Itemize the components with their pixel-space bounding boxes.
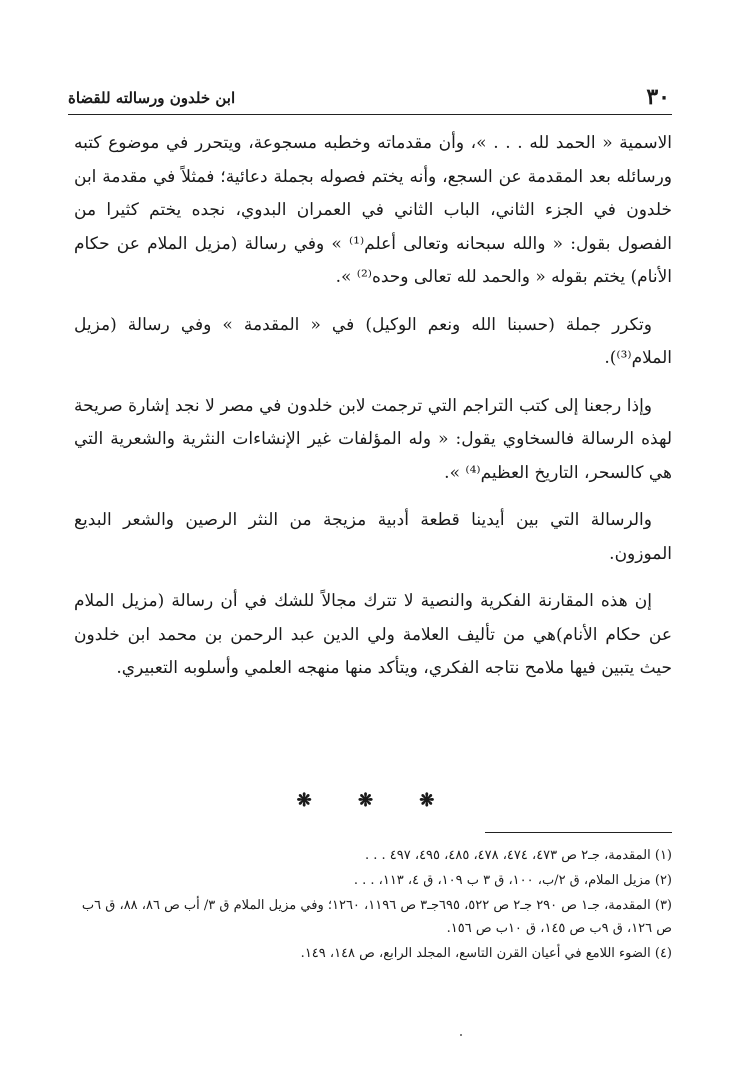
paragraph-5: إن هذه المقارنة الفكرية والنصية لا تترك مجالاً للشك في أن رسالة (مزيل الملام عن حكام الأنام)هي من تأليف العلامة ولي الدين عبد الرحمن بن محمد ابن خلدون حيث يتبين فيها ملامح نتاجه الفكري، ويتأكد منها منهجه العلمي وأسلوبه التعبيري. [74,591,672,678]
print-speck [460,1034,462,1036]
footnote-1: (١) المقدمة، جـ٢ ص ٤٧٣، ٤٧٤، ٤٧٨، ٤٨٥، ٤٩٥، ٤٩٧ . . . [365,848,672,863]
page-header [68,80,672,115]
footnote-4: (٤) الضوء اللامع في أعيان القرن التاسع، المجلد الرابع، ص ١٤٨، ١٤٩. [300,946,672,961]
running-title: ابن خلدون ورسالته للقضاة [68,89,236,107]
section-separator: ❋ ❋ ❋ [296,790,455,811]
footnote-3: (٣) المقدمة، جـ١ ص ٢٩٠ جـ٢ ص ٥٢٢، ٦٩٥جـ٣ ص ١١٩٦، ١٢٦٠؛ وفي مزيل الملام ق ٣/ أب ص ٨٦، ٨٨، ق ٦ب ص ١٢٦، ق ٩ب ص ١٤٥، ق ١٠ب ص ١٥٦. [81,898,672,936]
page-number: ٣٠ [646,84,670,110]
paragraph-4: والرسالة التي بين أيدينا قطعة أدبية مزيجة من النثر الرصين والشعر البديع الموزون. [74,510,672,564]
footnotes [74,844,672,967]
paragraph-3: وإذا رجعنا إلى كتب التراجم التي ترجمت لابن خلدون في مصر لا نجد إشارة صريحة لهذه الرسالة فالسخاوي يقول: « وله المؤلفات غير الإنشاءات النثرية والشعرية التي هي كالسحر، التاريخ العظيم⁽⁴⁾ ». [74,395,672,483]
paragraph-2: وتكرر جملة (حسبنا الله ونعم الوكيل) في « المقدمة » وفي رسالة (مزيل الملام⁽³⁾). [74,314,672,368]
main-text [74,127,672,700]
footnote-2: (٢) مزيل الملام، ق ٢/ب، ١٠٠، ق ٣ ب ١٠٩، ق ٤، ١١٣، . . . [353,873,672,888]
paragraph-1: الاسمية « الحمد لله . . . »، وأن مقدماته وخطبه مسجوعة، ويتحرر في موضوع كتبه ورسائله بعد المقدمة عن السجع، وأنه يختم فصوله بجملة دعائية؛ فمثلاً في مقدمة ابن خلدون في الجزء الثاني، الباب الثاني في العمران البدوي، نجده يختم كثيرا من الفصول بقول: « والله سبحانه وتعالى أعلم⁽¹⁾ » وفي رسالة (مزيل الملام عن حكام الأنام) يختم بقوله « والحمد لله تعالى وحده⁽²⁾ ». [74,133,673,287]
footnote-rule [485,832,672,833]
